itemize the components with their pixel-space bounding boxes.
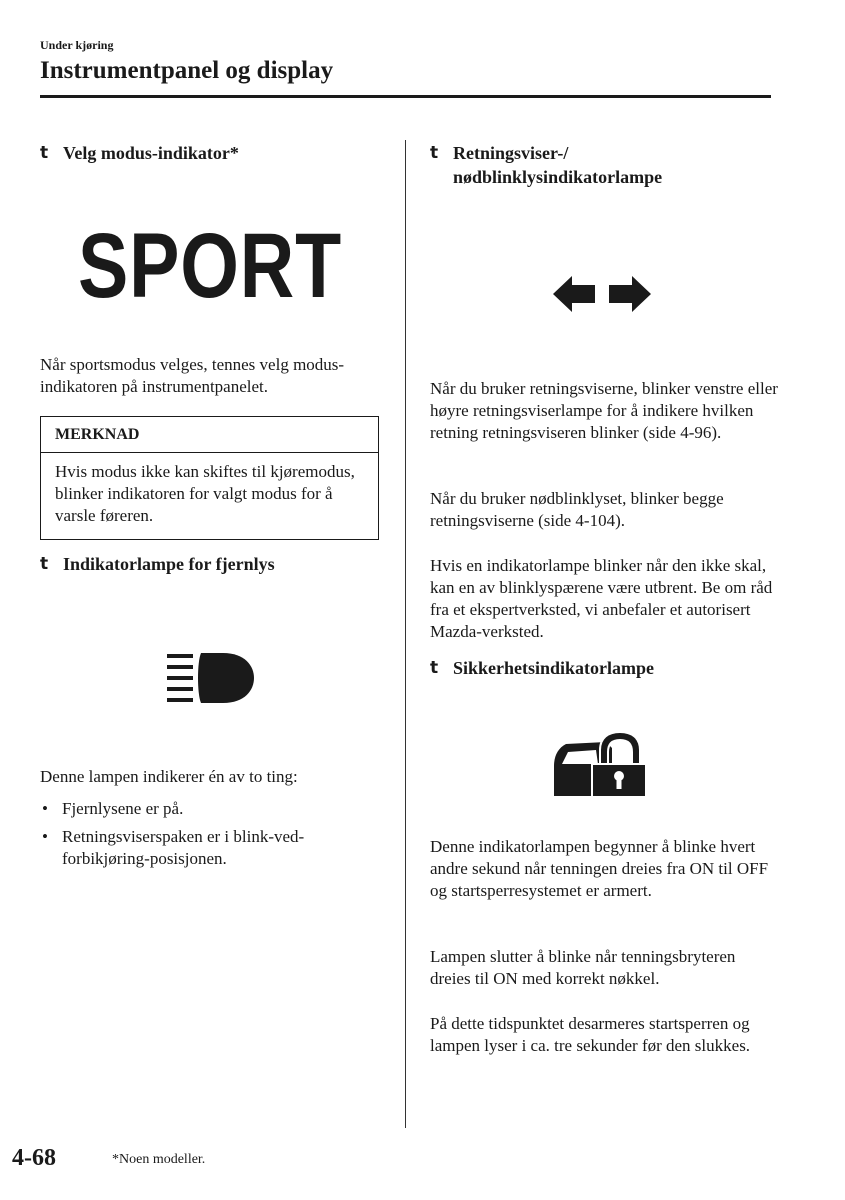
section-marker: t [40,554,49,574]
note-box [40,416,379,540]
turn-signal-paragraph-2: Når du bruker nødblinklyset, blinker begge retningsviserne (side 4-104). [430,489,724,530]
high-beam-bullet-list [40,798,385,876]
section-label: Under kjøring [40,38,114,52]
column-divider [405,140,406,1128]
list-item: • Fjernlysene er på. [40,798,385,820]
heading-text: Velg modus-indikator* [63,143,239,163]
heading-text: Indikatorlampe for fjernlys [63,554,275,574]
note-text: Hvis modus ikke kan skiftes til kjøremodus, blinker indikatoren for valgt modus for å varsle føreren. [55,462,355,525]
note-title: MERKNAD [41,417,378,453]
heading-text-line1: Retningsviser-/ [453,143,569,163]
security-paragraph-3: På dette tidspunktet desarmeres startsperren og lampen lyser i ca. tre sekunder før den slukkes. [430,1014,751,1055]
turn-signal-paragraph-1: Når du bruker retningsviserne, blinker venstre eller høyre retningsviserlampe for å indikere hvilken retning retningsviseren blinker (side 4-96). [430,379,778,442]
sport-indicator-text: SPORT [78,215,342,317]
section-marker: t [40,143,49,163]
high-beam-icon [165,650,257,713]
security-car-lock-icon [552,730,648,803]
high-beam-paragraph: Denne lampen indikerer én av to ting: [40,767,298,786]
heading-text-line2: nødblinklysindikatorlampe [453,167,663,187]
footnote: *Noen modeller. [112,1152,206,1167]
security-paragraph-1: Denne indikatorlampen begynner å blinke hvert andre sekund når tenningen dreies fra ON til OFF og startsperresystemet er armert. [430,837,769,900]
section-marker: t [430,143,439,163]
list-item: • Retningsviserspaken er i blink-ved-forbikjøring-posisjonen. [40,826,385,870]
mode-indicator-paragraph: Når sportsmodus velges, tennes velg modus-indikatoren på instrumentpanelet. [40,355,345,396]
heading-text: Sikkerhetsindikatorlampe [453,658,655,678]
turn-signal-paragraph-3: Hvis en indikatorlampe blinker når den ikke skal, kan en av blinklyspærene være utbrent. Be om råd fra et ekspertverksted, vi anbefaler et autorisert Mazda-verksted. [430,556,773,641]
page-title: Instrumentpanel og display [40,57,334,84]
section-marker: t [430,658,439,678]
title-rule [40,95,771,98]
heading-turn-signal [430,141,775,189]
heading-mode-indicator [40,141,380,165]
page-number: 4-68 [12,1145,56,1171]
security-paragraph-2: Lampen slutter å blinke når tenningsbryteren dreies til ON med korrekt nøkkel. [430,947,736,988]
heading-security [430,656,775,680]
turn-signal-arrows-icon [553,274,651,319]
heading-high-beam [40,552,385,576]
